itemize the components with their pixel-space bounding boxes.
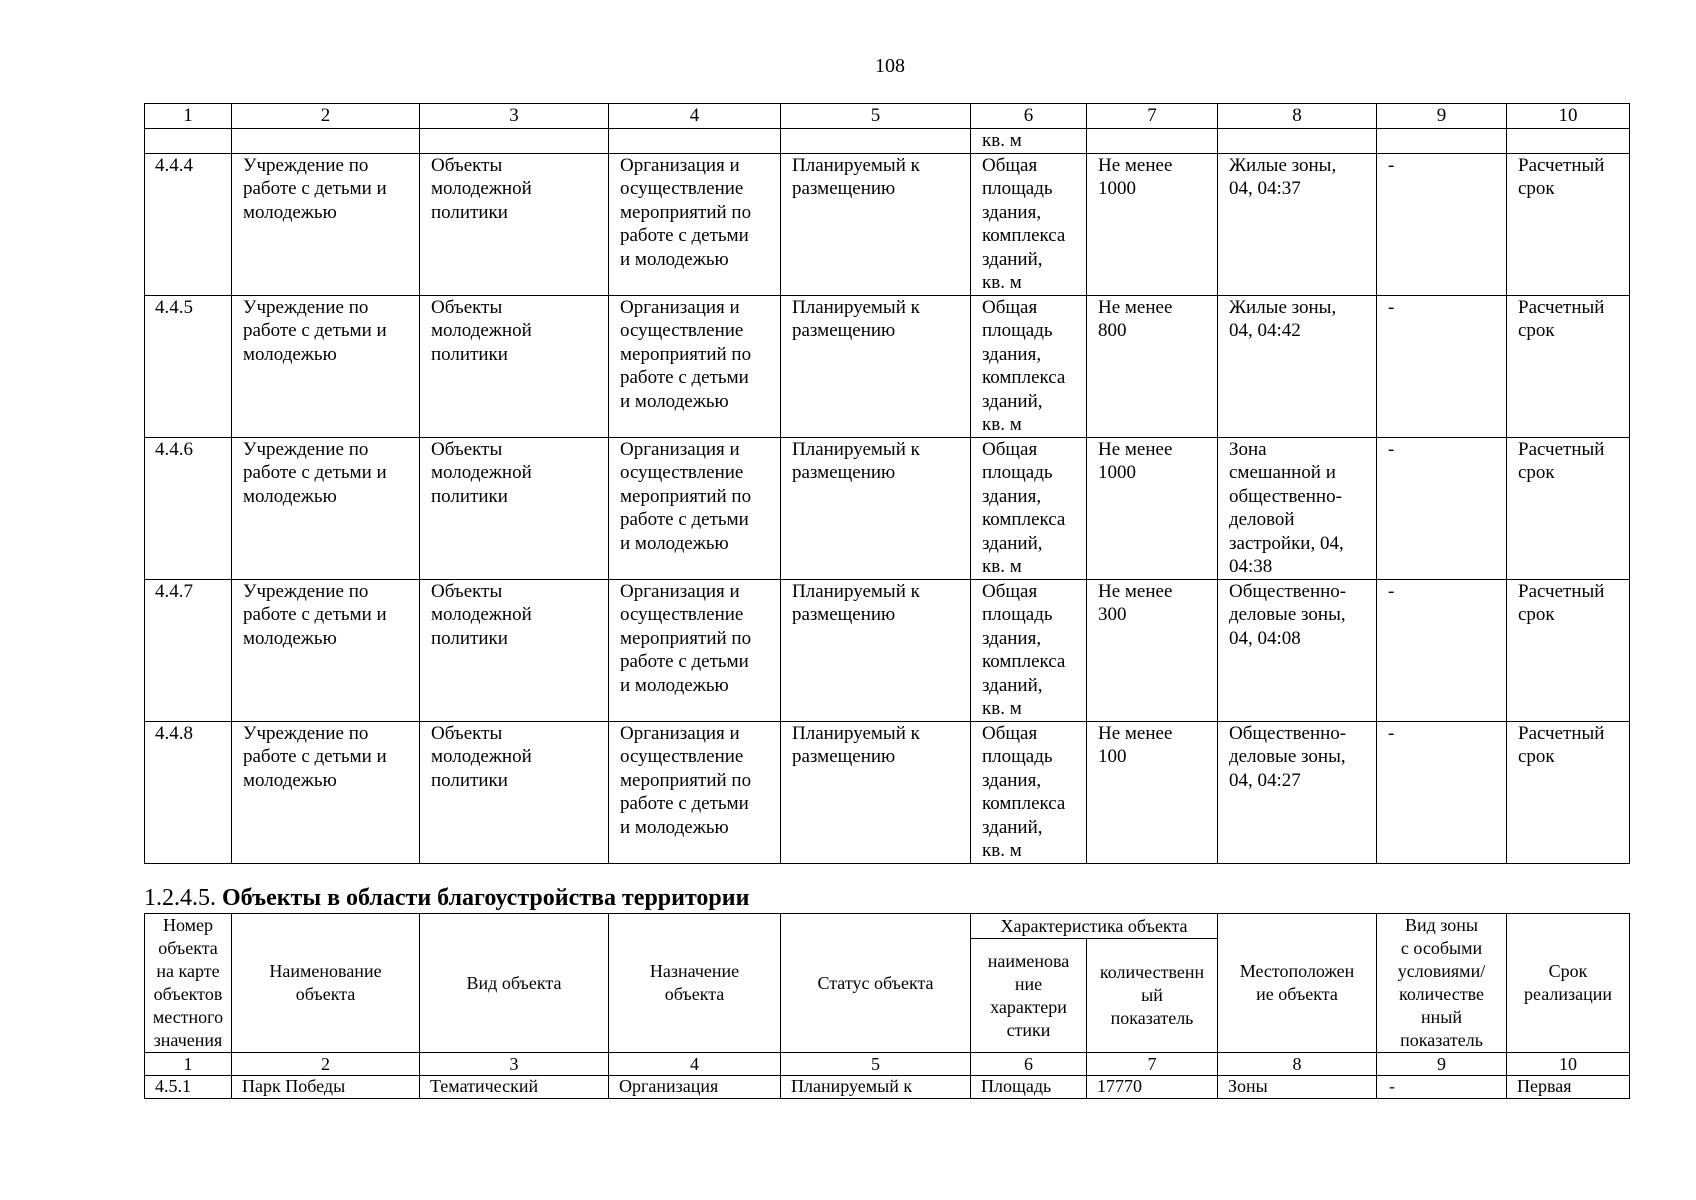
implementation-term: Первая xyxy=(1507,1076,1630,1099)
object-type: Объекты молодежной политики xyxy=(420,721,609,863)
characteristic-name: Общая площадь здания, комплекса зданий, кв. м xyxy=(971,579,1087,721)
column-number: 6 xyxy=(971,104,1087,129)
object-purpose: Организация xyxy=(609,1076,781,1099)
object-name: Учреждение по работе с детьми и молодежью xyxy=(232,153,420,295)
object-purpose: Организация и осуществление мероприятий по работе с детьми и молодежью xyxy=(609,721,781,863)
column-number: 7 xyxy=(1087,104,1218,129)
implementation-term: Расчетный срок xyxy=(1507,437,1630,579)
column-number: 10 xyxy=(1507,1053,1630,1076)
table-cell xyxy=(609,129,781,154)
column-number: 8 xyxy=(1218,1053,1377,1076)
column-number: 3 xyxy=(420,1053,609,1076)
object-location: Зона смешанной и общественно- деловой застройки, 04, 04:38 xyxy=(1218,437,1377,579)
table-cell xyxy=(1218,129,1377,154)
characteristic-value: Не менее 100 xyxy=(1087,721,1218,863)
object-type: Объекты молодежной политики xyxy=(420,437,609,579)
object-type: Объекты молодежной политики xyxy=(420,295,609,437)
zone-type: - xyxy=(1377,153,1507,295)
object-purpose: Организация и осуществление мероприятий по работе с детьми и молодежью xyxy=(609,295,781,437)
object-name: Учреждение по работе с детьми и молодежью xyxy=(232,437,420,579)
table-cell xyxy=(781,129,971,154)
object-status: Планируемый к размещению xyxy=(781,437,971,579)
object-type: Объекты молодежной политики xyxy=(420,153,609,295)
implementation-term: Расчетный срок xyxy=(1507,721,1630,863)
zone-type: - xyxy=(1377,721,1507,863)
column-number-row xyxy=(145,1053,1630,1076)
continuation-unit: кв. м xyxy=(971,129,1087,154)
object-number: 4.4.8 xyxy=(145,721,232,863)
zone-type: - xyxy=(1377,295,1507,437)
implementation-term: Расчетный срок xyxy=(1507,153,1630,295)
characteristic-name: Общая площадь здания, комплекса зданий, кв. м xyxy=(971,721,1087,863)
header-characteristic-name: наименова ние характери стики xyxy=(971,939,1087,1053)
object-number: 4.4.6 xyxy=(145,437,232,579)
table-cell xyxy=(1507,129,1630,154)
table-cell xyxy=(1087,129,1218,154)
header-object-type: Вид объекта xyxy=(420,914,609,1053)
column-number: 5 xyxy=(781,104,971,129)
table-cell xyxy=(1377,129,1507,154)
column-number: 7 xyxy=(1087,1053,1218,1076)
page-number: 108 xyxy=(875,55,905,77)
implementation-term: Расчетный срок xyxy=(1507,579,1630,721)
characteristic-value: Не менее 1000 xyxy=(1087,153,1218,295)
zone-type: - xyxy=(1377,437,1507,579)
column-number: 10 xyxy=(1507,104,1630,129)
object-location: Жилые зоны, 04, 04:37 xyxy=(1218,153,1377,295)
header-object-name: Наименование объекта xyxy=(232,914,420,1053)
column-number: 1 xyxy=(145,1053,232,1076)
header-row xyxy=(145,914,1630,939)
section-title: Объекты в области благоустройства территории xyxy=(222,885,750,911)
object-number: 4.4.7 xyxy=(145,579,232,721)
column-number: 5 xyxy=(781,1053,971,1076)
object-name: Учреждение по работе с детьми и молодежью xyxy=(232,721,420,863)
column-number: 4 xyxy=(609,1053,781,1076)
object-type: Объекты молодежной политики xyxy=(420,579,609,721)
column-number: 3 xyxy=(420,104,609,129)
table-row xyxy=(145,579,1630,721)
zone-type: - xyxy=(1377,1076,1507,1099)
object-number: 4.4.4 xyxy=(145,153,232,295)
section-number: 1.2.4.5. xyxy=(144,885,216,911)
header-characteristic-value: количественн ый показатель xyxy=(1087,939,1218,1053)
header-implementation-term: Срок реализации xyxy=(1507,914,1630,1053)
column-number: 2 xyxy=(232,104,420,129)
object-purpose: Организация и осуществление мероприятий по работе с детьми и молодежью xyxy=(609,437,781,579)
objects-table-landscaping xyxy=(144,913,1630,1099)
characteristic-value: 17770 xyxy=(1087,1076,1218,1099)
table-cell xyxy=(232,129,420,154)
header-object-location: Местоположен ие объекта xyxy=(1218,914,1377,1053)
object-number: 4.4.5 xyxy=(145,295,232,437)
table-row xyxy=(145,153,1630,295)
table-row xyxy=(145,295,1630,437)
zone-type: - xyxy=(1377,579,1507,721)
object-status: Планируемый к xyxy=(781,1076,971,1099)
implementation-term: Расчетный срок xyxy=(1507,295,1630,437)
characteristic-value: Не менее 1000 xyxy=(1087,437,1218,579)
table-cell xyxy=(145,129,232,154)
object-location: Жилые зоны, 04, 04:42 xyxy=(1218,295,1377,437)
header-characteristic-group: Характеристика объекта xyxy=(971,914,1218,939)
table-row xyxy=(145,721,1630,863)
characteristic-name: Площадь xyxy=(971,1076,1087,1099)
object-location: Общественно- деловые зоны, 04, 04:08 xyxy=(1218,579,1377,721)
column-number: 9 xyxy=(1377,104,1507,129)
column-number: 1 xyxy=(145,104,232,129)
object-status: Планируемый к размещению xyxy=(781,579,971,721)
column-number-row xyxy=(145,104,1630,129)
section-heading xyxy=(144,884,749,912)
characteristic-value: Не менее 300 xyxy=(1087,579,1218,721)
object-location: Зоны xyxy=(1218,1076,1377,1099)
column-number: 6 xyxy=(971,1053,1087,1076)
column-number: 4 xyxy=(609,104,781,129)
object-name: Парк Победы xyxy=(232,1076,420,1099)
object-number: 4.5.1 xyxy=(145,1076,232,1099)
column-number: 9 xyxy=(1377,1053,1507,1076)
object-name: Учреждение по работе с детьми и молодежью xyxy=(232,579,420,721)
object-purpose: Организация и осуществление мероприятий по работе с детьми и молодежью xyxy=(609,579,781,721)
characteristic-name: Общая площадь здания, комплекса зданий, кв. м xyxy=(971,295,1087,437)
characteristic-name: Общая площадь здания, комплекса зданий, кв. м xyxy=(971,153,1087,295)
object-status: Планируемый к размещению xyxy=(781,721,971,863)
table-row xyxy=(145,1076,1630,1099)
characteristic-name: Общая площадь здания, комплекса зданий, кв. м xyxy=(971,437,1087,579)
continuation-row xyxy=(145,129,1630,154)
column-number: 2 xyxy=(232,1053,420,1076)
object-name: Учреждение по работе с детьми и молодежью xyxy=(232,295,420,437)
column-number: 8 xyxy=(1218,104,1377,129)
object-purpose: Организация и осуществление мероприятий по работе с детьми и молодежью xyxy=(609,153,781,295)
header-zone-type: Вид зоны с особыми условиями/ количестве нный показатель xyxy=(1377,914,1507,1053)
object-location: Общественно- деловые зоны, 04, 04:27 xyxy=(1218,721,1377,863)
objects-table-youth-policy xyxy=(144,103,1630,864)
table-cell xyxy=(420,129,609,154)
header-object-number: Номер объекта на карте объектов местного значения xyxy=(145,914,232,1053)
characteristic-value: Не менее 800 xyxy=(1087,295,1218,437)
object-type: Тематический xyxy=(420,1076,609,1099)
table-row xyxy=(145,437,1630,579)
header-object-purpose: Назначение объекта xyxy=(609,914,781,1053)
header-object-status: Статус объекта xyxy=(781,914,971,1053)
object-status: Планируемый к размещению xyxy=(781,295,971,437)
object-status: Планируемый к размещению xyxy=(781,153,971,295)
